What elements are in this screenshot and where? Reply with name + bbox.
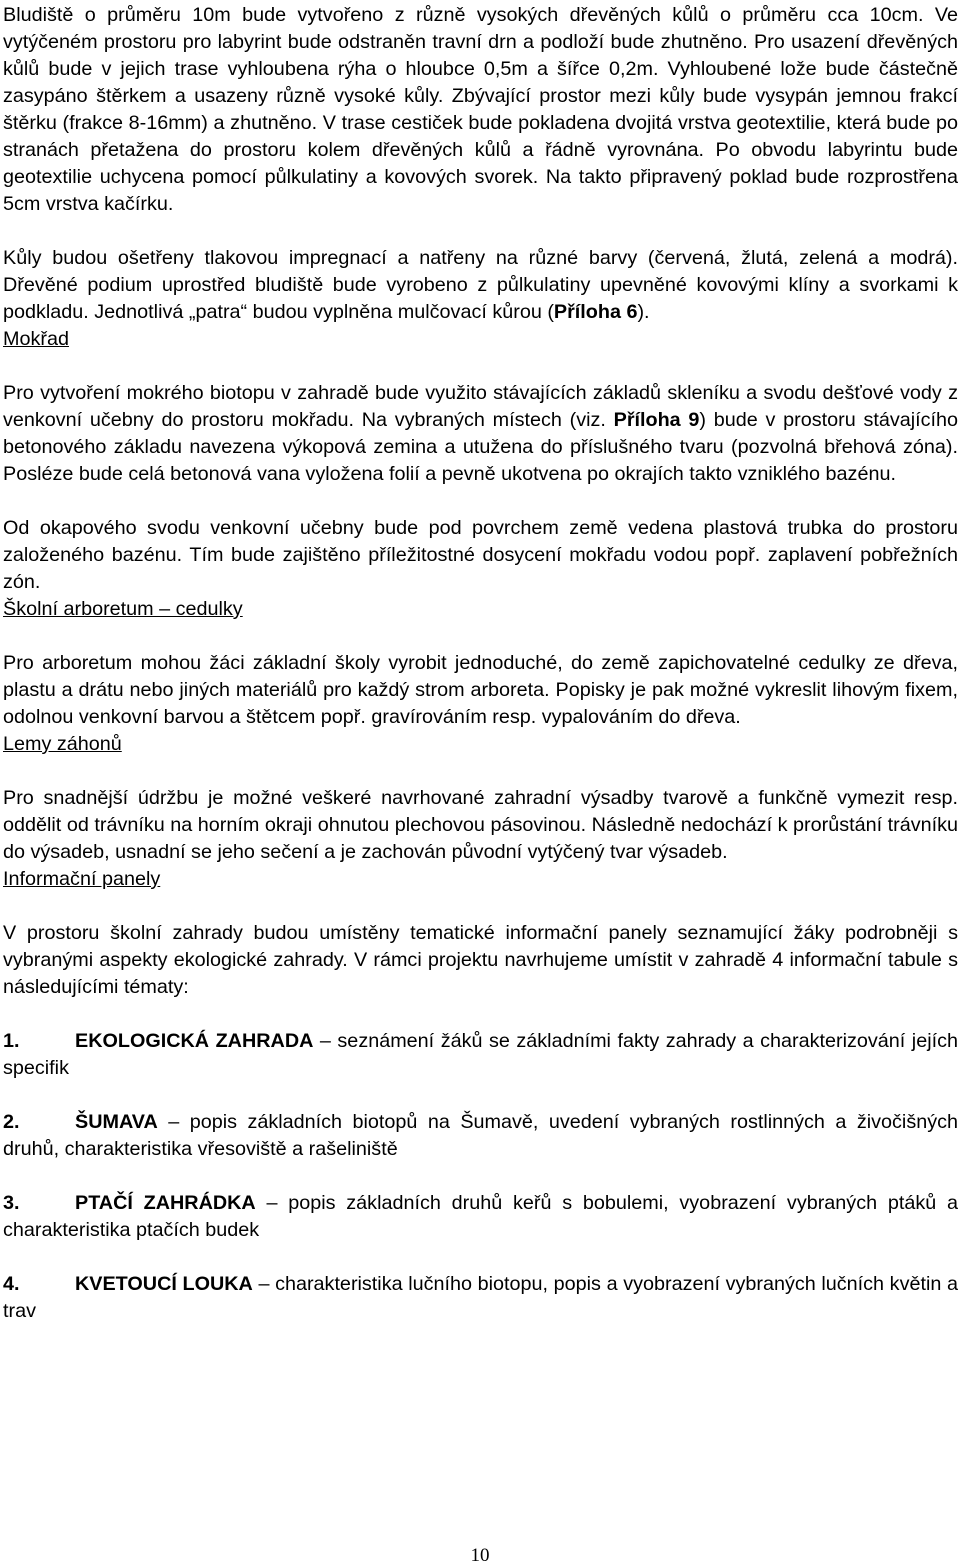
topic-title: ŠUMAVA	[75, 1111, 158, 1133]
topic-description: – popis základních biotopů na Šumavě, uvedení vybraných rostlinných a živočišných druhů, charakteristika vřesoviště a rašeliniště	[3, 1111, 958, 1160]
topic-description: – charakteristika lučního biotopu, popis a vyobrazení vybraných lučních květin a trav	[3, 1273, 958, 1322]
topic-number: 3.	[3, 1192, 20, 1214]
paragraph-text-end: ) bude v prostoru stávajícího betonového základu navezena výkopová zemina a utužena do příslušného tvaru (pozvolná břehová zóna). Posléze bude celá betonová vana vyložena folií a pevně ukotvena po okrajích takto vzniklého bazénu.	[3, 409, 958, 485]
paragraph-kuly	[3, 245, 958, 326]
topic-item-4	[3, 1271, 958, 1325]
appendix-reference: Příloha 9	[613, 409, 700, 431]
paragraph-arboretum: Pro arboretum mohou žáci základní školy vyrobit jednoduché, do země zapichovatelné cedulky ze dřeva, plastu a drátu nebo jiných materiálů pro každý strom arboreta. Popisky je pak možné vykreslit lihovým fixem, odolnou venkovní barvou a štětcem popř. gravírováním resp. vypalováním do dřeva.	[3, 652, 958, 728]
topic-description: – seznámení žáků se základními fakty zahrady a charakterizování jejích specifik	[3, 1030, 958, 1079]
paragraph-text-end: ).	[637, 301, 650, 323]
topic-description: – popis základních druhů keřů s bobulemi, vyobrazení vybraných ptáků a charakteristika ptačích budek	[3, 1192, 958, 1241]
topic-number: 1.	[3, 1030, 20, 1052]
paragraph-mokrad-2: Od okapového svodu venkovní učebny bude pod povrchem země vedena plastová trubka do prostoru založeného bazénu. Tím bude zajištěno příležitostné dosycení mokřadu vodou popř. zaplavení pobřežních zón.	[3, 517, 958, 593]
topic-title: PTAČÍ ZAHRÁDKA	[75, 1192, 256, 1214]
topic-item-1	[3, 1028, 958, 1082]
paragraph-bludiste: Bludiště o průměru 10m bude vytvořeno z různě vysokých dřevěných kůlů o průměru cca 10cm. Ve vytýčeném prostoru pro labyrint bude odstraněn travní drn a podloží bude zhutněno. Pro usazení dřevěných kůlů bude v jejich trase vyhloubena rýha o hloubce 0,5m a šířce 0,2m. Vyhloubené lože bude částečně zasypáno štěrkem a usazeny různě vysoké kůly. Zbývající prostor mezi kůly bude vysypán jemnou frakcí štěrku (frakce 8-16mm) a zhutněno. V trase cestiček bude pokladena dvojitá vrstva geotextilie, která bude po stranách přetažena do prostoru kolem dřevěných kůlů a řádně vyrovnána. Po obvodu labyrintu bude geotextilie uchycena pomocí půlkulatiny a kovových svorek. Na takto připravený poklad bude rozprostřena 5cm vrstva kačírku.	[3, 4, 958, 215]
topic-item-2	[3, 1109, 958, 1163]
topic-number: 4.	[3, 1273, 20, 1295]
document-page	[3, 0, 958, 1325]
paragraph-panely: V prostoru školní zahrady budou umístěny tematické informační panely seznamující žáky podrobněji s vybranými aspekty ekologické zahrady. V rámci projektu navrhujeme umístit v zahradě 4 informační tabule s následujícími tématy:	[3, 922, 958, 998]
topic-item-3	[3, 1190, 958, 1244]
paragraph-text: Pro vytvoření mokrého biotopu v zahradě bude využito stávajících základů skleníku a svodu dešťové vody z venkovní učebny do prostoru mokřadu. Na vybraných místech (viz.	[3, 382, 958, 431]
section-heading-panely: Informační panely	[3, 868, 161, 890]
section-heading-mokrad: Mokřad	[3, 328, 69, 350]
section-heading-lemy: Lemy záhonů	[3, 733, 122, 755]
section-heading-arboretum: Školní arboretum – cedulky	[3, 598, 243, 620]
topic-title: KVETOUCÍ LOUKA	[75, 1273, 253, 1295]
paragraph-lemy: Pro snadnější údržbu je možné veškeré navrhované zahradní výsadby tvarově a funkčně vymezit resp. oddělit od trávníku na horním okraji ohnutou plechovou pásovinou. Následně nedochází k prorůstání trávníku do výsadeb, usnadní se jeho sečení a je zachován původní vytýčený tvar výsadeb.	[3, 787, 958, 863]
appendix-reference: Příloha 6	[553, 301, 638, 323]
topic-title: EKOLOGICKÁ ZAHRADA	[75, 1030, 314, 1052]
paragraph-text: Kůly budou ošetřeny tlakovou impregnací a natřeny na různé barvy (červená, žlutá, zelená a modrá). Dřevěné podium uprostřed bludiště bude vyrobeno z půlkulatiny upevněné kovovými klíny a svorkami k podkladu. Jednotlivá „patra“ budou vyplněna mulčovací kůrou (	[3, 247, 958, 323]
topic-number: 2.	[3, 1111, 20, 1133]
page-number: 10	[470, 1545, 490, 1566]
paragraph-mokrad-1	[3, 380, 958, 488]
